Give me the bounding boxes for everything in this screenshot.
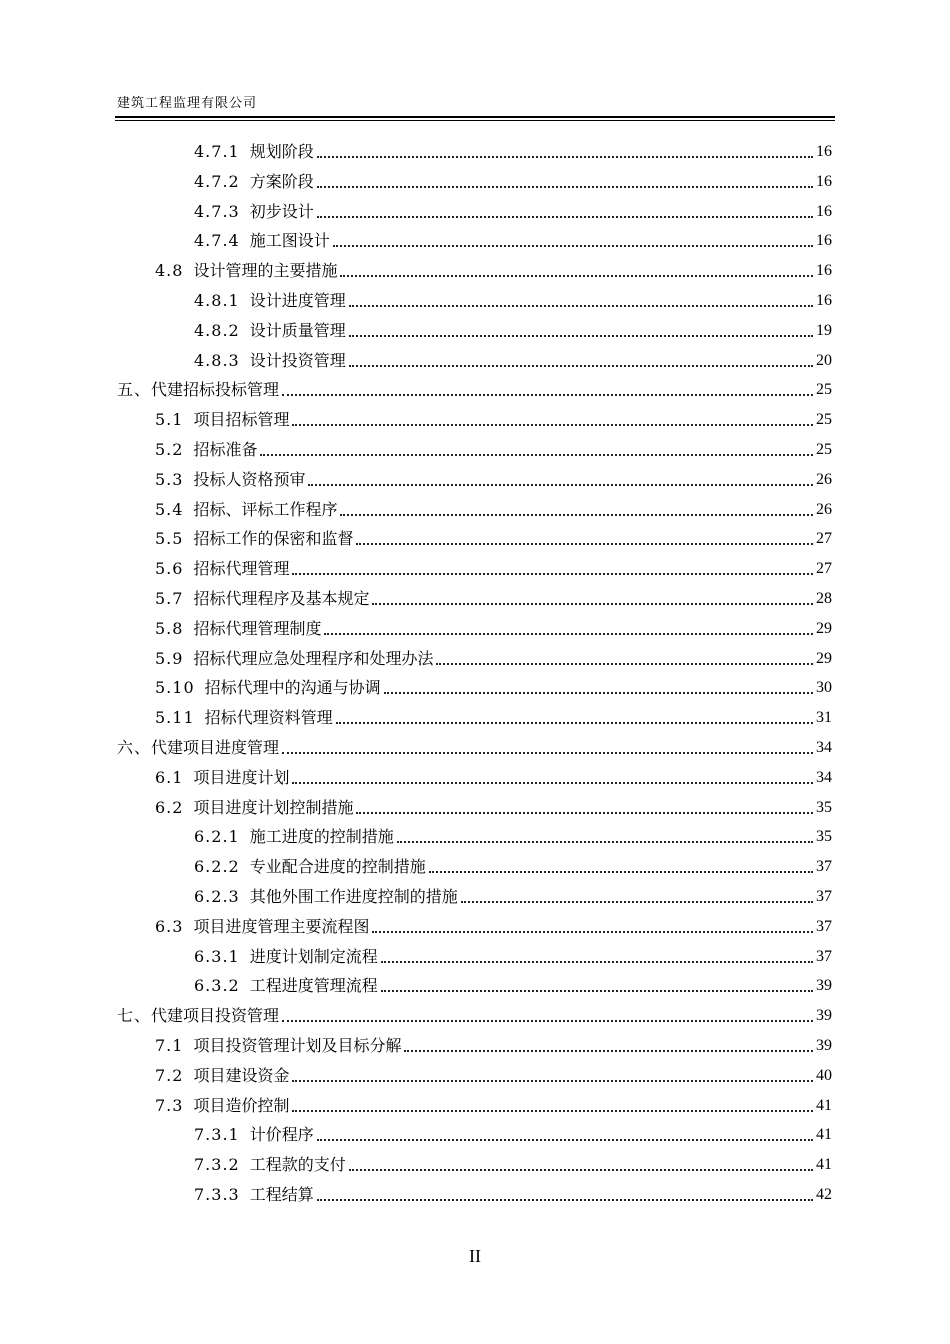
toc-entry[interactable] bbox=[194, 1115, 832, 1145]
toc-leader-dots bbox=[333, 245, 813, 247]
toc-leader-dots bbox=[356, 543, 813, 545]
toc-entry-title: 项目招标管理 bbox=[193, 410, 290, 430]
toc-leader-dots bbox=[429, 871, 813, 873]
toc-entry-number: 4.7.1 bbox=[194, 142, 240, 161]
toc-entry[interactable] bbox=[155, 460, 832, 490]
toc-entry-page: 37 bbox=[816, 917, 832, 935]
toc-entry-number: 7.3.3 bbox=[194, 1185, 240, 1204]
toc-entry[interactable] bbox=[155, 549, 832, 579]
toc-entry-number: 4.7.2 bbox=[194, 171, 240, 191]
toc-leader-dots bbox=[349, 335, 813, 337]
toc-entry-number: 4.8.2 bbox=[194, 320, 240, 340]
toc-entry-number: 4.7.4 bbox=[194, 231, 240, 251]
toc-entry[interactable] bbox=[194, 311, 832, 341]
toc-leader-dots bbox=[317, 216, 813, 218]
toc-entry-title: 招标、评标工作程序 bbox=[193, 499, 338, 519]
toc-leader-dots bbox=[282, 1020, 813, 1022]
toc-entry-page: 30 bbox=[816, 679, 832, 697]
toc-leader-dots bbox=[317, 156, 813, 158]
toc-entry-title: 招标代理资料管理 bbox=[204, 708, 333, 728]
toc-entry-title: 进度计划制定流程 bbox=[249, 946, 378, 966]
toc-entry-number: 7.3 bbox=[155, 1095, 184, 1115]
toc-leader-dots bbox=[372, 603, 813, 605]
toc-entry-title: 项目进度管理主要流程图 bbox=[193, 916, 370, 936]
toc-leader-dots bbox=[436, 663, 813, 665]
toc-entry-page: 41 bbox=[816, 1156, 832, 1174]
toc-entry-title: 施工图设计 bbox=[249, 231, 330, 251]
toc-entry[interactable] bbox=[155, 400, 832, 430]
toc-entry-title: 代建招标投标管理 bbox=[151, 380, 280, 400]
toc-entry-number: 5.3 bbox=[155, 469, 184, 489]
toc-leader-dots bbox=[308, 484, 813, 486]
toc-entry-title: 项目建设资金 bbox=[193, 1065, 290, 1085]
toc-entry[interactable] bbox=[155, 668, 832, 698]
toc-entry-page: 19 bbox=[816, 321, 832, 339]
toc-entry-title: 招标代理管理 bbox=[193, 559, 290, 579]
toc-entry-title: 计价程序 bbox=[249, 1125, 314, 1145]
toc-entry-page: 31 bbox=[816, 709, 832, 727]
toc-entry-page: 34 bbox=[816, 768, 832, 786]
toc-entry-number: 五、 bbox=[117, 380, 152, 400]
toc-entry[interactable] bbox=[194, 877, 832, 907]
toc-entry-title: 招标代理程序及基本规定 bbox=[193, 589, 370, 608]
toc-entry-title: 投标人资格预审 bbox=[193, 469, 306, 489]
toc-entry-page: 27 bbox=[816, 530, 832, 548]
toc-entry-page: 25 bbox=[816, 411, 832, 429]
toc-entry-number: 6.2.1 bbox=[194, 827, 240, 847]
toc-entry-page: 16 bbox=[816, 262, 832, 280]
toc-leader-dots bbox=[372, 931, 813, 933]
toc-entry-number: 6.2.3 bbox=[194, 887, 240, 906]
toc-entry[interactable] bbox=[194, 937, 832, 967]
toc-leader-dots bbox=[292, 1080, 813, 1082]
toc-entry-page: 34 bbox=[816, 739, 832, 756]
toc-entry-number: 4.8.1 bbox=[194, 291, 240, 310]
toc-entry-title: 代建项目投资管理 bbox=[151, 1006, 280, 1026]
toc-entry-page: 29 bbox=[816, 619, 832, 637]
toc-entry-page: 26 bbox=[816, 470, 832, 488]
toc-leader-dots bbox=[349, 365, 813, 367]
toc-entry[interactable] bbox=[155, 1026, 832, 1056]
toc-entry-title: 施工进度的控制措施 bbox=[249, 827, 394, 847]
toc-entry[interactable] bbox=[194, 817, 832, 847]
toc-entry-page: 16 bbox=[816, 232, 832, 250]
toc-entry[interactable] bbox=[194, 341, 832, 371]
toc-entry[interactable] bbox=[155, 907, 832, 937]
toc-entry-page: 35 bbox=[816, 828, 832, 846]
toc-entry-number: 7.3.1 bbox=[194, 1125, 240, 1145]
toc-entry-number: 5.10 bbox=[155, 678, 195, 698]
toc-leader-dots bbox=[317, 1139, 813, 1141]
toc-entry-title: 招标准备 bbox=[193, 440, 258, 459]
toc-entry[interactable] bbox=[194, 132, 832, 162]
toc-entry-page: 35 bbox=[816, 798, 832, 816]
toc-entry[interactable] bbox=[155, 519, 832, 549]
toc-leader-dots bbox=[340, 514, 813, 516]
toc-entry[interactable] bbox=[194, 966, 832, 996]
toc-entry[interactable] bbox=[194, 221, 832, 251]
toc-entry-number: 5.8 bbox=[155, 618, 184, 638]
toc-entry-number: 4.8 bbox=[155, 261, 184, 281]
toc-entry[interactable] bbox=[155, 609, 832, 639]
toc-entry-number: 七、 bbox=[117, 1006, 152, 1026]
toc-entry-title: 招标工作的保密和监督 bbox=[193, 529, 354, 549]
toc-leader-dots bbox=[292, 1110, 813, 1112]
toc-leader-dots bbox=[336, 722, 813, 724]
toc-entry-number: 6.3 bbox=[155, 916, 184, 936]
toc-entry[interactable] bbox=[194, 281, 832, 311]
toc-entry-page: 42 bbox=[816, 1186, 832, 1203]
toc-entry-page: 41 bbox=[816, 1126, 832, 1144]
toc-entry[interactable] bbox=[194, 192, 832, 222]
toc-entry-title: 招标代理中的沟通与协调 bbox=[204, 678, 381, 698]
toc-leader-dots bbox=[349, 305, 813, 307]
toc-leader-dots bbox=[381, 961, 813, 963]
toc-leader-dots bbox=[404, 1050, 813, 1052]
toc-entry-page: 25 bbox=[816, 441, 832, 458]
toc-entry-number: 5.1 bbox=[155, 410, 184, 430]
toc-entry-title: 工程款的支付 bbox=[249, 1155, 346, 1175]
toc-entry[interactable] bbox=[155, 251, 832, 281]
toc-entry-page: 25 bbox=[816, 381, 832, 399]
toc-leader-dots bbox=[381, 990, 813, 992]
toc-leader-dots bbox=[260, 454, 813, 456]
toc-entry-title: 工程进度管理流程 bbox=[249, 976, 378, 996]
toc-entry-number: 7.3.2 bbox=[194, 1155, 240, 1175]
toc-leader-dots bbox=[349, 1169, 813, 1171]
toc-entry-page: 41 bbox=[816, 1096, 832, 1114]
toc-entry-number: 4.8.3 bbox=[194, 350, 240, 370]
toc-entry-title: 初步设计 bbox=[249, 201, 314, 221]
toc-entry[interactable] bbox=[194, 162, 832, 192]
toc-entry-page: 27 bbox=[816, 560, 832, 578]
toc-entry-title: 设计投资管理 bbox=[249, 350, 346, 370]
toc-entry-number: 6.3.2 bbox=[194, 976, 240, 996]
toc-entry[interactable] bbox=[155, 1086, 832, 1116]
toc-entry-number: 6.1 bbox=[155, 767, 184, 787]
toc-entry[interactable] bbox=[117, 370, 832, 400]
toc-leader-dots bbox=[282, 394, 813, 396]
toc-entry-title: 招标代理管理制度 bbox=[193, 618, 322, 638]
toc-entry-number: 5.9 bbox=[155, 648, 184, 668]
toc-entry-page: 16 bbox=[816, 202, 832, 220]
toc-entry-page: 28 bbox=[816, 590, 832, 607]
toc-entry-title: 招标代理应急处理程序和处理办法 bbox=[193, 648, 434, 668]
toc-leader-dots bbox=[282, 752, 813, 754]
toc-entry-page: 16 bbox=[816, 172, 832, 190]
toc-entry[interactable] bbox=[117, 728, 832, 758]
toc-entry-title: 设计质量管理 bbox=[249, 320, 346, 340]
toc-entry-title: 项目进度计划控制措施 bbox=[193, 797, 354, 817]
toc-entry-page: 37 bbox=[816, 888, 832, 905]
page-number: II bbox=[469, 1246, 481, 1266]
toc-entry-title: 专业配合进度的控制措施 bbox=[249, 857, 426, 877]
toc-entry-page: 40 bbox=[816, 1066, 832, 1084]
toc-entry-page: 26 bbox=[816, 500, 832, 518]
toc-leader-dots bbox=[324, 633, 813, 635]
toc-entry[interactable] bbox=[155, 490, 832, 520]
toc-leader-dots bbox=[292, 424, 813, 426]
page-header-company: 建筑工程监理有限公司 bbox=[117, 96, 258, 111]
toc-entry-page: 16 bbox=[816, 143, 832, 160]
toc-entry-page: 16 bbox=[816, 292, 832, 309]
toc-entry-number: 5.5 bbox=[155, 529, 184, 549]
toc-entry-number: 5.2 bbox=[155, 440, 184, 459]
toc-entry-number: 4.7.3 bbox=[194, 201, 240, 221]
toc-entry-title: 其他外围工作进度控制的措施 bbox=[249, 887, 458, 906]
toc-entry-title: 规划阶段 bbox=[249, 142, 314, 161]
toc-entry[interactable] bbox=[155, 579, 832, 609]
toc-entry-number: 5.4 bbox=[155, 499, 184, 519]
toc-entry[interactable] bbox=[155, 788, 832, 818]
toc-entry[interactable] bbox=[117, 996, 832, 1026]
toc-entry-title: 项目造价控制 bbox=[193, 1095, 290, 1115]
toc-entry-page: 39 bbox=[816, 1037, 832, 1054]
toc-leader-dots bbox=[317, 186, 813, 188]
toc-entry-page: 37 bbox=[816, 947, 832, 965]
toc-entry-number: 5.6 bbox=[155, 559, 184, 579]
toc-entry[interactable] bbox=[194, 1175, 832, 1205]
toc-entry-title: 项目投资管理计划及目标分解 bbox=[193, 1036, 402, 1055]
toc-entry[interactable] bbox=[194, 1145, 832, 1175]
toc-entry-page: 39 bbox=[816, 977, 832, 995]
toc-entry[interactable] bbox=[155, 698, 832, 728]
toc-entry[interactable] bbox=[155, 430, 832, 460]
toc-entry[interactable] bbox=[155, 639, 832, 669]
toc-entry-number: 6.3.1 bbox=[194, 946, 240, 966]
toc-entry-title: 设计管理的主要措施 bbox=[193, 261, 338, 281]
toc-entry-number: 5.11 bbox=[155, 708, 195, 728]
toc-entry-number: 6.2 bbox=[155, 797, 184, 817]
toc-entry-number: 六、 bbox=[117, 738, 152, 757]
toc-leader-dots bbox=[461, 901, 813, 903]
toc-entry-page: 20 bbox=[816, 351, 832, 369]
toc-entry[interactable] bbox=[155, 1056, 832, 1086]
toc-entry-page: 29 bbox=[816, 649, 832, 667]
toc-leader-dots bbox=[340, 275, 813, 277]
toc-entry-page: 39 bbox=[816, 1007, 832, 1025]
toc-entry-number: 7.2 bbox=[155, 1065, 184, 1085]
toc-entry-title: 工程结算 bbox=[249, 1185, 314, 1204]
toc-entry-number: 6.2.2 bbox=[194, 857, 240, 877]
toc-entry-title: 代建项目进度管理 bbox=[151, 738, 280, 757]
toc-leader-dots bbox=[317, 1199, 813, 1201]
toc-leader-dots bbox=[384, 692, 813, 694]
toc-entry-number: 5.7 bbox=[155, 589, 184, 608]
toc-entry-number: 7.1 bbox=[155, 1036, 184, 1055]
toc-leader-dots bbox=[292, 782, 813, 784]
toc-entry-title: 设计进度管理 bbox=[249, 291, 346, 310]
toc-entry[interactable] bbox=[194, 847, 832, 877]
toc-entry-title: 项目进度计划 bbox=[193, 767, 290, 787]
toc-leader-dots bbox=[397, 841, 813, 843]
toc-leader-dots bbox=[292, 573, 813, 575]
toc-entry-title: 方案阶段 bbox=[249, 171, 314, 191]
header-divider bbox=[115, 116, 835, 121]
toc-leader-dots bbox=[356, 812, 813, 814]
toc-entry-page: 37 bbox=[816, 858, 832, 876]
toc-entry[interactable] bbox=[155, 758, 832, 788]
